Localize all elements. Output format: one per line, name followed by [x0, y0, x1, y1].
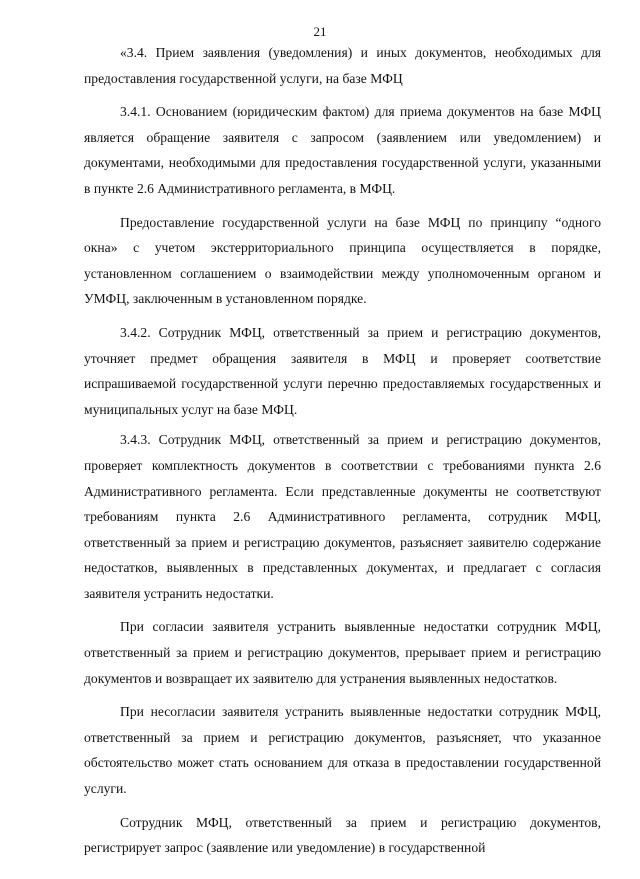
paragraph-3-4-2: 3.4.2. Сотрудник МФЦ, ответственный за прием и регистрацию документов, уточняет предмет обращения заявителя в МФЦ и проверяет соответствие испрашиваемой государственной услуги перечню предоставляемых государственных и муниципальных услуг на базе МФЦ. — [84, 324, 601, 417]
paragraph-one-window: Предоставление государственной услуги на базе МФЦ по принципу “одного окна» с учетом экстерриториального принципа осуществляется в порядке, установленном соглашением о взаимодействии между уполномоченным органом и УМФЦ, заключенным в установленном порядке. — [84, 214, 601, 307]
page-number: 21 — [313, 24, 327, 39]
paragraph-3-4-1: 3.4.1. Основанием (юридическим фактом) для приема документов на базе МФЦ является обращение заявителя с запросом (заявлением или уведомлением) и документами, необходимыми для предоставления государственной услуги, указанными в пункте 2.6 Административного регламента, в МФЦ. — [84, 104, 601, 196]
paragraph-disagreement: При несогласии заявителя устранить выявленные недостатки сотрудник МФЦ, ответственный за прием и регистрацию документов, разъясняет, что указанное обстоятельство может стать основанием для отказа в предоставлении государственной услуги. — [84, 704, 601, 797]
paragraph-consent: При согласии заявителя устранить выявленные недостатки сотрудник МФЦ, ответственный за прием и регистрацию документов, прерывает прием и регистрацию документов и возвращает их заявителю для устранения выявленных недостатков. — [84, 619, 601, 686]
document-body — [84, 40, 601, 861]
section-heading-paragraph: «3.4. Прием заявления (уведомления) и иных документов, необходимых для предоставления государственной услуги, на базе МФЦ — [84, 45, 601, 86]
paragraph-3-4-3: 3.4.3. Сотрудник МФЦ, ответственный за прием и регистрацию документов, проверяет комплектность документов в соответствии с требованиями пункта 2.6 Административного регламента. Если представленные документы не соответствуют требованиям пункта 2.6 Административного регламента, сотрудник МФЦ, ответственный за прием и регистрацию документов, разъясняет заявителю содержание недостатков, выявленных в представленных документах, и предлагает с согласия заявителя устранить недостатки. — [84, 432, 601, 601]
paragraph-registration: Сотрудник МФЦ, ответственный за прием и регистрацию документов, регистрирует запрос (заявление или уведомление) в государственной — [84, 814, 601, 856]
